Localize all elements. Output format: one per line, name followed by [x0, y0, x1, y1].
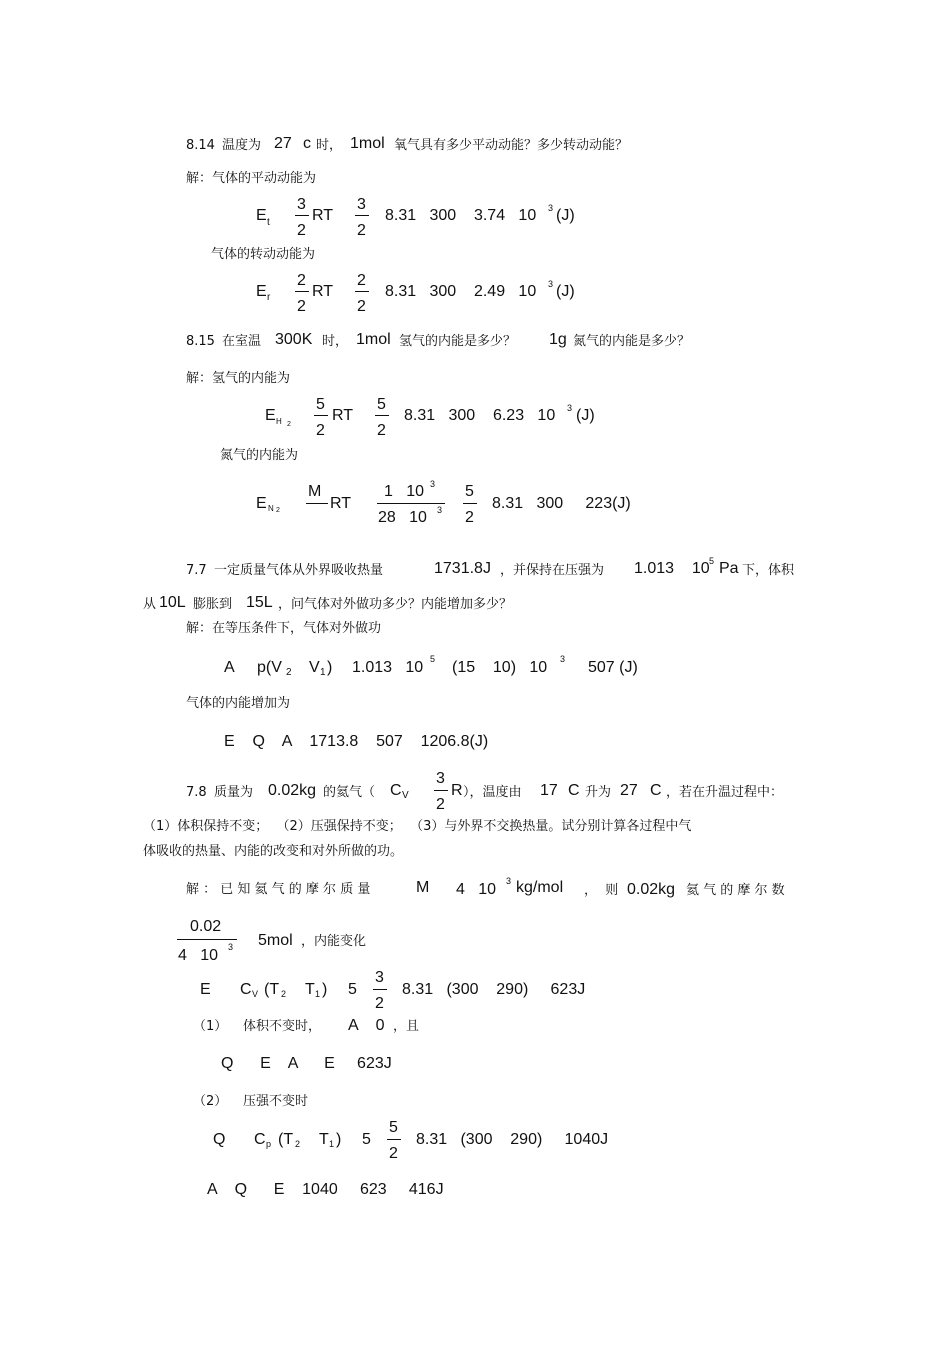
- eq77a-sub1: 1: [320, 667, 326, 678]
- q78-sol-a: 解 ： 已 知 氦 气 的 摩 尔 质 量: [186, 882, 371, 897]
- q78-text-f: ，若在升温过程中：: [666, 785, 784, 800]
- q815-temp: 300K: [275, 331, 313, 348]
- q814-mol: 1mol: [350, 135, 385, 152]
- eq814a-fline1: [295, 215, 309, 216]
- eq815a-E: E: [265, 407, 276, 424]
- q78-c2: C: [650, 782, 662, 799]
- q78-case1: （1）: [193, 1019, 228, 1034]
- q77-number: 7.7: [186, 563, 207, 578]
- q77-text-b: ，并保持在压强为: [500, 563, 605, 578]
- q78-sol-exp: 3: [506, 876, 512, 886]
- eq815a-n1: 5: [316, 396, 325, 413]
- q815-gram: 1g: [549, 331, 567, 348]
- q78-frac-line: [434, 790, 448, 791]
- eq815b-E: E: [256, 495, 267, 512]
- q78-sol-unit: kg/mol: [516, 879, 564, 896]
- q77-text-a: 一定质量气体从外界吸收热量: [214, 563, 384, 578]
- eq814a-d2: 2: [357, 222, 366, 239]
- eq78Q-five: 5: [362, 1131, 371, 1148]
- eq815a-unit: (J): [576, 407, 595, 424]
- eq815b-n2: 5: [465, 483, 474, 500]
- q77-v1: 10L: [159, 594, 186, 611]
- eq815a-fline1: [314, 415, 328, 416]
- q78-mol-b: ，内能变化: [301, 934, 367, 949]
- eq78Q-T2: 2: [295, 1139, 301, 1149]
- eq815b-den: 28 10: [378, 509, 427, 526]
- eq815b-den-exp: 3: [437, 505, 443, 515]
- q815-text-d: 氮气的内能是多少？: [573, 334, 691, 349]
- q78-R: R: [451, 782, 463, 799]
- q78-frac-exp: 3: [228, 942, 234, 952]
- eq78Q-fline: [387, 1139, 401, 1140]
- q78-cv: C: [390, 782, 402, 799]
- q78-text-e: 升为: [585, 785, 612, 800]
- eq78Q-Q: Q: [213, 1131, 226, 1148]
- eq814b-n2: 2: [357, 272, 366, 289]
- q78-frac-line2: [177, 939, 237, 940]
- q78-text-a: 质量为: [214, 785, 254, 800]
- eq77a-A: A: [224, 659, 235, 676]
- q77-line2-a: 从: [143, 597, 157, 612]
- eq78Q-T1: T: [319, 1131, 329, 1148]
- q814-text-a: 温度为: [222, 138, 262, 153]
- eq814b-n1: 2: [297, 272, 306, 289]
- q815-mol: 1mol: [356, 331, 391, 348]
- q78-text-b: 的氦气（: [323, 785, 376, 800]
- eq77a-r1: 1.013 10: [352, 659, 424, 676]
- eq815a-d2: 2: [377, 422, 386, 439]
- q77-solution: 解：在等压条件下，气体对外做功: [186, 621, 382, 636]
- q815-text-a: 在室温: [222, 334, 262, 349]
- q814-temp: 27: [274, 135, 292, 152]
- eq814b-d1: 2: [297, 298, 306, 315]
- eq814a-exp: 3: [548, 203, 554, 213]
- eq815a-d1: 2: [316, 422, 325, 439]
- eq77a-sub2: 2: [286, 667, 292, 678]
- eq78Q-Csub: p: [266, 1139, 272, 1149]
- q77-pressure-exp: 5: [709, 556, 715, 566]
- eq815b-sub: N: [268, 504, 274, 513]
- eq814a-sub: t: [267, 217, 270, 228]
- eq78E-T1: T: [305, 981, 315, 998]
- q77-line2-b: 膨胀到: [193, 597, 233, 612]
- eq77a-V: V: [309, 659, 320, 676]
- q814-unit-c: c: [303, 135, 311, 152]
- eq815a-rest: 8.31 300 6.23 10: [404, 407, 556, 424]
- q78-sol-M: M: [416, 879, 430, 896]
- q814-text-b: 时，: [316, 138, 343, 153]
- q814-mid: 气体的转动动能为: [211, 247, 316, 262]
- eq815b-fline2: [377, 503, 445, 504]
- q814-number: 8.14: [186, 138, 215, 153]
- eq78Q-T: (T: [278, 1131, 294, 1148]
- eq815b-num-exp: 3: [430, 479, 436, 489]
- eq77b: E Q A 1713.8 507 1206.8(J): [224, 733, 489, 750]
- q77-line2-c: ，问气体对外做功多少？内能增加多少？: [278, 597, 513, 612]
- q78-t27: 27: [620, 782, 638, 799]
- eq77a-r3: 507 (J): [588, 659, 638, 676]
- q78-frac-d: 2: [436, 796, 445, 813]
- q815-text-b: 时，: [322, 334, 349, 349]
- q78-frac-n: 3: [436, 770, 445, 787]
- q78-mass: 0.02kg: [268, 782, 317, 799]
- eq814a-rt: RT: [312, 207, 334, 224]
- q815-text-c: 氢气的内能是多少？: [399, 334, 517, 349]
- eq814b-unit: (J): [556, 283, 575, 300]
- q815-number: 8.15: [186, 334, 215, 349]
- q78-case2: （2）: [193, 1094, 228, 1109]
- q814-text-c: 氧气具有多少平动动能？多少转动动能？: [394, 138, 629, 153]
- q78-mol: 5mol: [258, 932, 293, 949]
- eq78E-d: 2: [375, 995, 384, 1012]
- eq814b-rt: RT: [312, 283, 334, 300]
- eq815a-sub: H: [276, 417, 282, 426]
- eq78E-Csub: V: [252, 989, 259, 999]
- eq815b-sub2: 2: [276, 507, 280, 514]
- q78-text-c: ），温度由: [463, 785, 522, 800]
- eq815b-fline1: [306, 503, 328, 504]
- q78-sol-val: 4 10: [456, 881, 497, 898]
- q78-line3: 体吸收的热量、内能的改变和对外所做的功。: [143, 844, 404, 859]
- q78-case1-text: 体积不变时，: [243, 1019, 322, 1034]
- q77-heat: 1731.8J: [434, 560, 491, 577]
- eq815b-d2: 2: [465, 509, 474, 526]
- q77-text-c: 下，体积: [742, 563, 795, 578]
- q78-number: 7.8: [186, 785, 207, 800]
- eq78E-C: C: [240, 981, 252, 998]
- eq815b-num: 1 10: [384, 483, 425, 500]
- eq78Q-rest: 8.31 (300 290) 1040J: [416, 1131, 609, 1148]
- eq78E-E: E: [200, 981, 211, 998]
- eq814b-d2: 2: [357, 298, 366, 315]
- eq814a-E: E: [256, 207, 267, 224]
- eq78E-fline: [373, 989, 387, 990]
- eq814a-rest: 8.31 300 3.74 10: [385, 207, 537, 224]
- eq814a-unit: (J): [556, 207, 575, 224]
- q77-v2: 15L: [246, 594, 273, 611]
- eq815a-rt: RT: [332, 407, 354, 424]
- eq78E-n: 3: [375, 969, 384, 986]
- eq78Q-d: 2: [389, 1145, 398, 1162]
- q78-line2: （1）体积保持不变； （2）压强保持不变； （3）与外界不交换热量。试分别计算各过程中气: [143, 819, 692, 834]
- q815-mid: 氮气的内能为: [220, 448, 299, 463]
- eq814b-sub: r: [267, 292, 271, 303]
- q78-cv-sub: V: [402, 790, 409, 801]
- q77-mid: 气体的内能增加为: [186, 696, 291, 711]
- eq77a-close: ): [327, 659, 333, 676]
- eq78Q-T1sub: 1: [329, 1139, 335, 1149]
- eq815a-sub2: 2: [287, 421, 291, 428]
- eq78E-five: 5: [348, 981, 357, 998]
- eq814b-E: E: [256, 283, 267, 300]
- eq814a-fline2: [355, 215, 369, 216]
- eq77a-e1: 5: [430, 654, 436, 664]
- eq814b-fline2: [355, 291, 369, 292]
- q78-case1-a: A 0: [348, 1017, 385, 1034]
- q78-sol-mass: 0.02kg: [627, 881, 676, 898]
- q814-solution: 解：气体的平动动能为: [186, 171, 317, 186]
- q78-case1-b: ，且: [393, 1019, 420, 1034]
- eq78E-T2: 2: [281, 989, 287, 999]
- eq78E-close: ): [322, 981, 328, 998]
- q78-sol-c: 氦 气 的 摩 尔 数: [686, 883, 785, 898]
- q77-pa: Pa: [719, 560, 739, 577]
- eq77a-p: p(V: [257, 659, 282, 676]
- eq815b-fline3: [463, 503, 477, 504]
- eq814a-d1: 2: [297, 222, 306, 239]
- eq78Q-C: C: [254, 1131, 266, 1148]
- q77-pressure: 1.013 10: [634, 560, 710, 577]
- q78-frac-num: 0.02: [190, 918, 222, 935]
- eq78E-rest: 8.31 (300 290) 623J: [402, 981, 586, 998]
- eq78Q-n: 5: [389, 1119, 398, 1136]
- eq78A: A Q E 1040 623 416J: [207, 1181, 444, 1198]
- eq78E-T: (T: [264, 981, 280, 998]
- q78-frac-den: 4 10: [178, 947, 219, 964]
- eq814b-exp: 3: [548, 279, 554, 289]
- eq814b-fline1: [295, 291, 309, 292]
- eq814a-n2: 3: [357, 196, 366, 213]
- q78-sol-b: ， 则: [584, 883, 619, 898]
- eq815a-n2: 5: [377, 396, 386, 413]
- q815-solution: 解：氢气的内能为: [186, 371, 291, 386]
- eq815b-rt: RT: [330, 495, 352, 512]
- eq77a-r2: (15 10) 10: [452, 659, 548, 676]
- eq78Q-close: ): [336, 1131, 342, 1148]
- eq815b-rest: 8.31 300 223(J): [492, 495, 631, 512]
- q78-case2-text: 压强不变时: [243, 1094, 309, 1109]
- eq815a-exp: 3: [567, 403, 573, 413]
- eq815b-fn: M: [308, 483, 322, 500]
- eq77a-e2: 3: [560, 654, 566, 664]
- eq814a-n1: 3: [297, 196, 306, 213]
- q78-case1-eq: Q E A E 623J: [221, 1055, 392, 1072]
- eq78E-T1sub: 1: [315, 989, 321, 999]
- eq815a-fline2: [375, 415, 389, 416]
- q78-t17: 17: [540, 782, 558, 799]
- q78-c1: C: [568, 782, 580, 799]
- eq814b-rest: 8.31 300 2.49 10: [385, 283, 537, 300]
